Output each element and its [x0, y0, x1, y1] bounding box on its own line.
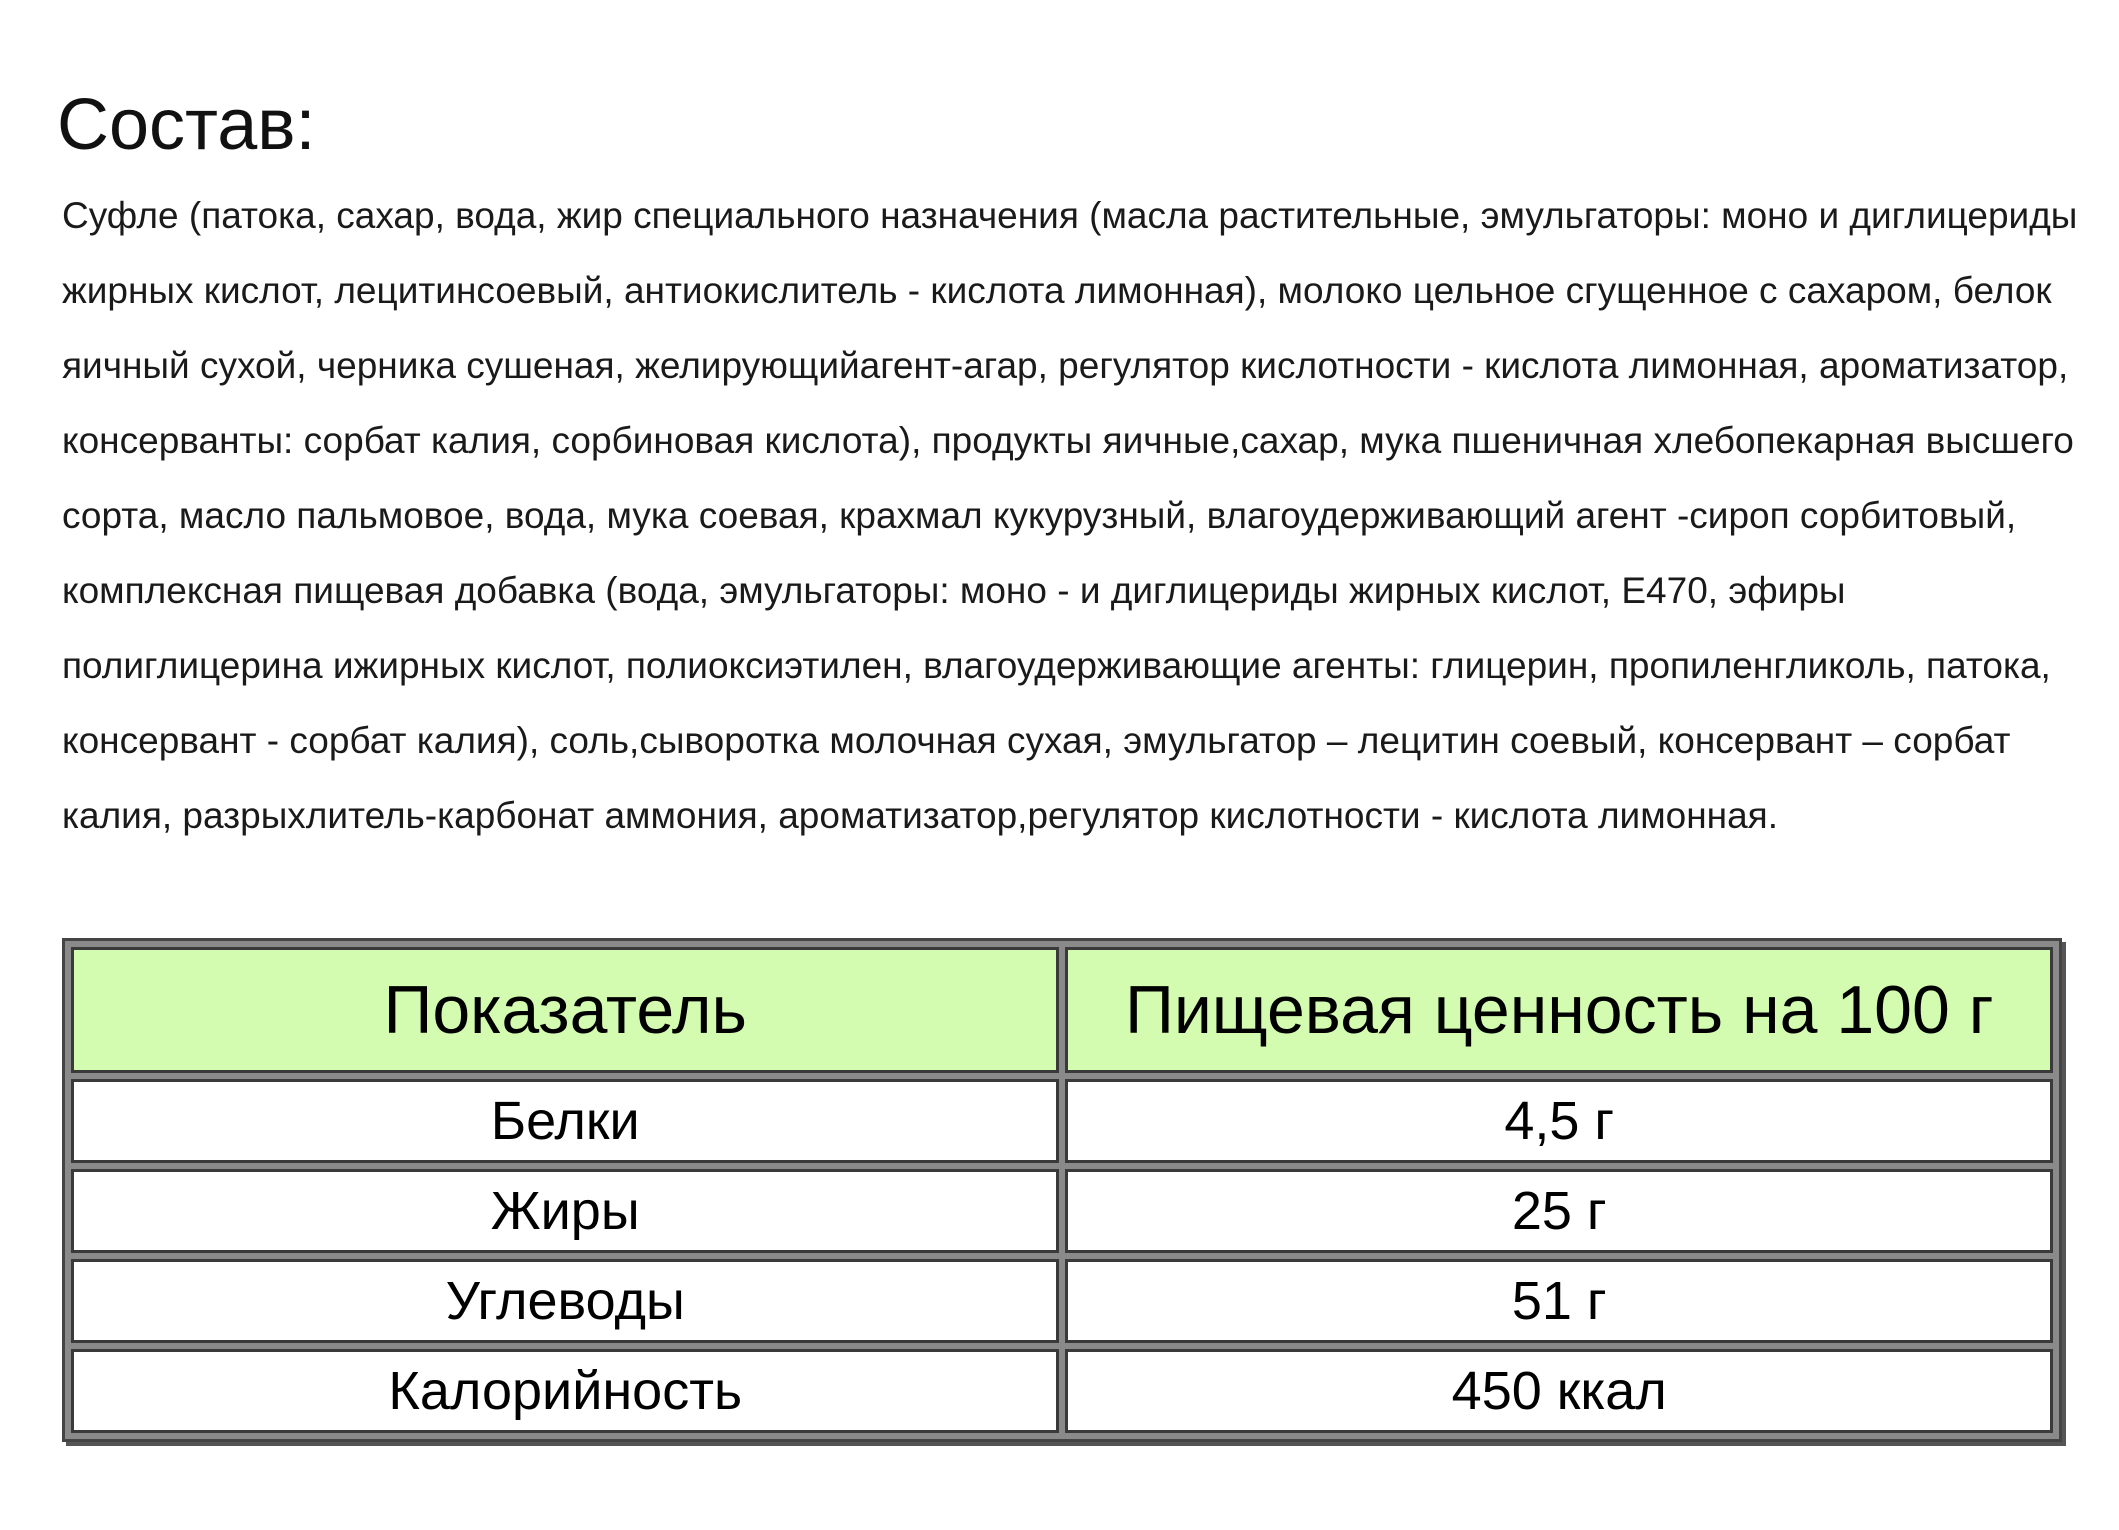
table-row [71, 1169, 2053, 1253]
nutrition-table [62, 938, 2062, 1442]
row-value-carbs: 51 г [1065, 1259, 2053, 1343]
table-row [71, 1259, 2053, 1343]
header-indicator: Показатель [71, 947, 1059, 1073]
composition-text: Суфле (патока, сахар, вода, жир специального назначения (масла растительные, эмульгаторы: моно и диглицериды жирных кислот, лецитинсоевый, антиокислитель - кислота лимонная), молоко цельное сгущенное с сахаром, белок яичный сухой, черника сушеная, желирующийагент-агар, регулятор кислотности - кислота лимонная, ароматизатор, консерванты: сорбат калия, сорбиновая кислота), продукты яичные,сахар, мука пшеничная хлебопекарная высшего сорта, масло пальмовое, вода, мука соевая, крахмал кукурузный, влагоудерживающий агент -сироп сорбитовый, комплексная пищевая добавка (вода, эмульгаторы: моно - и диглицериды жирных кислот, Е470, эфиры полиглицерина ижирных кислот, полиоксиэтилен, влагоудерживающие агенты: глицерин, пропиленгликоль, патока, консервант - сорбат калия), соль,сыворотка молочная сухая, эмульгатор – лецитин соевый, консервант – сорбат калия, разрыхлитель-карбонат аммония, ароматизатор,регулятор кислотности - кислота лимонная. [62, 195, 2078, 836]
row-label-protein: Белки [71, 1079, 1059, 1163]
row-value-protein: 4,5 г [1065, 1079, 2053, 1163]
row-label-calories: Калорийность [71, 1349, 1059, 1433]
row-label-fat: Жиры [71, 1169, 1059, 1253]
row-value-fat: 25 г [1065, 1169, 2053, 1253]
row-label-carbs: Углеводы [71, 1259, 1059, 1343]
table-row [71, 1349, 2053, 1433]
composition-heading: Состав: [57, 85, 316, 165]
table-row [71, 1079, 2053, 1163]
row-value-calories: 450 ккал [1065, 1349, 2053, 1433]
table-header-row [71, 947, 2053, 1073]
header-nutrition-value: Пищевая ценность на 100 г [1065, 947, 2053, 1073]
